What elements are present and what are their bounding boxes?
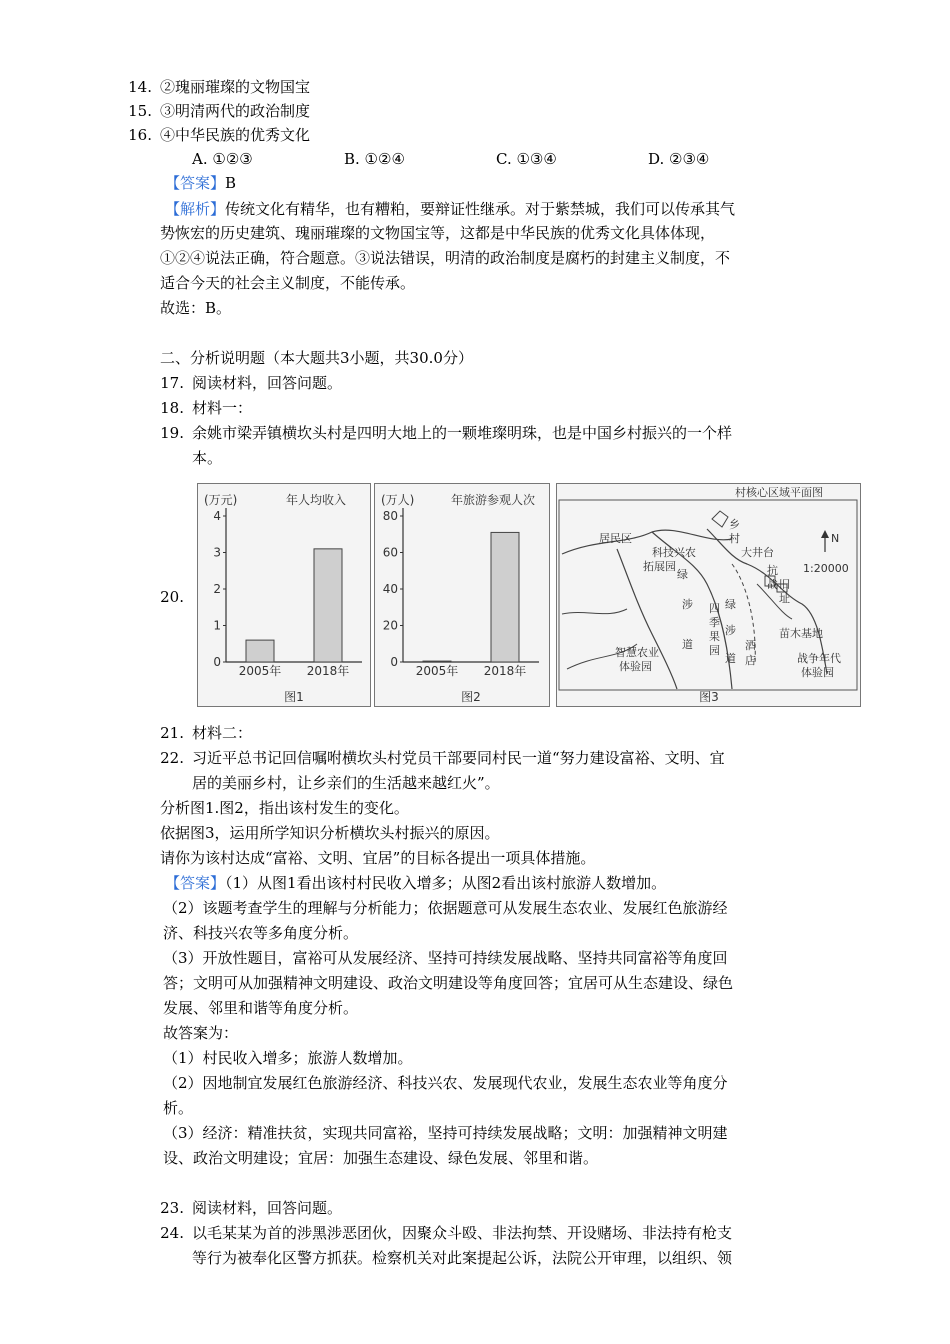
answer-line: 设、政治文明建设；宜居：加强生态建设、绿色发展、邻里和谐。 <box>163 1149 599 1167</box>
answer-line: 济、科技兴农等多角度分析。 <box>163 924 359 942</box>
map-label: 店 <box>745 654 756 667</box>
question-23 <box>160 1197 343 1219</box>
question-text: ②瑰丽璀璨的文物国宝 <box>160 78 311 96</box>
question-22 <box>160 747 725 769</box>
chart-title: 年旅游参观人次 <box>450 493 536 507</box>
figure-caption: 图2 <box>461 690 481 704</box>
option-c: C. ①③④ <box>496 150 557 168</box>
answer-1 <box>165 172 236 194</box>
map-road <box>562 530 732 554</box>
map-label: 道 <box>725 652 736 665</box>
answer-tag: 【答案】 <box>165 174 226 192</box>
question-text-continued: 居的美丽乡村，让乡亲们的生活越来越红火”。 <box>192 774 500 792</box>
question-number: 20. <box>160 588 184 606</box>
map-label: 科技兴农 <box>652 546 696 559</box>
x-tick-label: 2005年 <box>415 664 459 678</box>
option-d: D. ②③④ <box>648 150 710 168</box>
answer-text: （1）从图1看出该村村民收入增多；从图2看出该村旅游人数增加。 <box>225 874 667 892</box>
north-label: N <box>831 532 840 545</box>
y-tick-label: 80 <box>382 509 398 523</box>
question-14 <box>128 76 311 98</box>
map-scale: 1:20000 <box>803 562 849 575</box>
map-label: 苗木基地 <box>779 627 823 640</box>
chart-unit: (万元) <box>204 493 238 507</box>
bar <box>423 661 451 662</box>
map-title: 村核心区域平面图 <box>735 486 823 499</box>
figure-1-income-chart <box>197 483 371 707</box>
y-tick-label: 60 <box>382 545 398 560</box>
map-label: 旧 <box>779 578 790 591</box>
sub-question-2: 依据图3，运用所学知识分析横坎头村振兴的原因。 <box>160 824 500 842</box>
question-21 <box>160 722 253 744</box>
answer-line: （2）因地制宜发展红色旅游经济、科技兴农、发展现代农业，发展生态农业等角度分 <box>163 1074 728 1092</box>
map-label: 果 <box>709 630 720 643</box>
y-tick-label: 4 <box>213 509 221 523</box>
map-label: 体验园 <box>801 666 834 679</box>
map-label: 涉 <box>682 598 693 611</box>
question-number: 15. <box>128 102 152 120</box>
map-label: 季 <box>709 616 720 629</box>
bar <box>491 532 519 662</box>
question-text: ③明清两代的政治制度 <box>160 102 311 120</box>
answer-line: 发展、邻里和谐等角度分析。 <box>163 999 359 1017</box>
question-17 <box>160 372 343 394</box>
question-number: 19. <box>160 424 184 442</box>
question-number: 18. <box>160 399 184 417</box>
map-label: 大井台 <box>741 546 774 559</box>
bar <box>246 640 274 662</box>
option-b: B. ①②④ <box>344 150 405 168</box>
x-tick-label: 2005年 <box>238 664 282 678</box>
question-number: 17. <box>160 374 184 392</box>
map-label: 智慧农业 <box>615 646 659 659</box>
map-label: 酒 <box>745 639 756 652</box>
village-map <box>557 484 860 706</box>
question-text: 习近平总书记回信嘱咐横坎头村党员干部要同村民一道“努力建设富裕、文明、宜 <box>192 749 725 767</box>
answer-line: 析。 <box>163 1099 194 1117</box>
map-label: 四 <box>709 602 720 615</box>
answer-line: 故答案为： <box>163 1024 239 1042</box>
question-text: 材料二： <box>192 724 253 742</box>
x-tick-label: 2018年 <box>483 664 527 678</box>
sub-question-3: 请你为该村达成“富裕、文明、宜居”的目标各提出一项具体措施。 <box>160 849 596 867</box>
question-text: 阅读材料，回答问题。 <box>192 374 343 392</box>
question-number: 21. <box>160 724 184 742</box>
figure-caption: 图3 <box>699 690 719 704</box>
map-label: 体验园 <box>619 660 652 673</box>
section-heading: 二、分析说明题（本大题共3小题，共30.0分） <box>160 349 473 367</box>
question-number: 23. <box>160 1199 184 1217</box>
analysis-line: 适合今天的社会主义制度，不能传承。 <box>160 274 416 292</box>
option-a: A. ①②③ <box>192 150 253 168</box>
figure-2-tourism-chart <box>374 483 550 707</box>
analysis-line: 故选：B。 <box>160 299 232 317</box>
question-text-continued: 等行为被奉化区警方抓获。检察机关对此案提起公诉，法院公开审理，以组织、领 <box>192 1249 733 1267</box>
answer-line: 答；文明可从加强精神文明建设、政治文明建设等角度回答；宜居可从生态建设、绿色 <box>163 974 734 992</box>
map-label: 战 <box>767 578 778 591</box>
y-tick-label: 0 <box>390 655 398 669</box>
map-building <box>712 511 728 527</box>
map-label: 居民区 <box>599 532 632 545</box>
map-label: 战争年代 <box>797 652 841 665</box>
bar <box>314 549 342 662</box>
answer-2 <box>165 872 666 894</box>
answer-line: （2）该题考查学生的理解与分析能力；依据题意可从发展生态农业、发展红色旅游经 <box>163 899 728 917</box>
question-number: 24. <box>160 1224 184 1242</box>
map-label: 绿 <box>725 598 736 611</box>
question-15 <box>128 100 311 122</box>
question-number: 16. <box>128 126 152 144</box>
question-text: 余姚市梁弄镇横坎头村是四明大地上的一颗堆璨明珠，也是中国乡村振兴的一个样 <box>192 424 733 442</box>
answer-text: B <box>225 174 237 192</box>
answer-line: （3）开放性题目，富裕可从发展经济、坚持可持续发展战略、坚持共同富裕等角度回 <box>163 949 728 967</box>
y-tick-label: 2 <box>213 582 221 596</box>
map-label: 涉 <box>725 624 736 637</box>
answer-options <box>192 148 800 170</box>
x-tick-label: 2018年 <box>306 664 350 678</box>
analysis-text: 传统文化有精华，也有糟粕，要辩证性继承。对于紫禁城，我们可以传承其气 <box>225 200 736 218</box>
question-19 <box>160 422 733 444</box>
y-tick-label: 20 <box>382 618 398 633</box>
map-label: 村 <box>729 532 740 545</box>
map-label: 抗 <box>767 564 778 577</box>
answer-line: （3）经济：精准扶贫，实现共同富裕，坚持可持续发展战略；文明：加强精神文明建 <box>163 1124 728 1142</box>
map-label: 道 <box>682 638 693 651</box>
chart-unit: (万人) <box>381 493 415 507</box>
y-tick-label: 3 <box>213 545 221 560</box>
map-road <box>562 609 627 614</box>
answer-line: （1）村民收入增多；旅游人数增加。 <box>163 1049 413 1067</box>
analysis-tag: 【解析】 <box>165 200 226 218</box>
analysis-line: 势恢宏的历史建筑、瑰丽璀璨的文物国宝等，这都是中华民族的优秀文化具体体现， <box>160 224 716 242</box>
question-24 <box>160 1222 733 1244</box>
y-tick-label: 0 <box>213 655 221 669</box>
question-18 <box>160 397 253 419</box>
map-label: 园 <box>709 644 720 657</box>
map-label: 拓展园 <box>643 560 676 573</box>
analysis-line: ①②④说法正确，符合题意。③说法错误，明清的政治制度是腐朽的封建主义制度，不 <box>160 249 731 267</box>
figure-3-village-map <box>556 483 861 707</box>
question-number: 22. <box>160 749 184 767</box>
question-text: 以毛某某为首的涉黑涉恶团伙，因聚众斗殴、非法拘禁、开设赌场、非法持有枪支 <box>192 1224 733 1242</box>
analysis-line <box>165 198 735 220</box>
y-tick-label: 1 <box>213 618 221 633</box>
question-text: ④中华民族的优秀文化 <box>160 126 311 144</box>
chart-title: 年人均收入 <box>285 493 347 507</box>
map-label: 绿 <box>677 568 688 581</box>
answer-tag: 【答案】 <box>165 874 226 892</box>
question-text-continued: 本。 <box>192 449 223 467</box>
bar-chart-2 <box>375 484 549 706</box>
question-text: 材料一： <box>192 399 253 417</box>
map-label: 乡 <box>729 518 740 531</box>
sub-question-1: 分析图1.图2，指出该村发生的变化。 <box>160 799 409 817</box>
question-number: 14. <box>128 78 152 96</box>
question-16 <box>128 124 311 146</box>
bar-chart-1 <box>198 484 370 706</box>
north-arrowhead-icon <box>821 530 829 538</box>
y-tick-label: 40 <box>382 582 398 596</box>
question-text: 阅读材料，回答问题。 <box>192 1199 343 1217</box>
figure-caption: 图1 <box>284 690 304 704</box>
map-label: 址 <box>779 592 790 605</box>
